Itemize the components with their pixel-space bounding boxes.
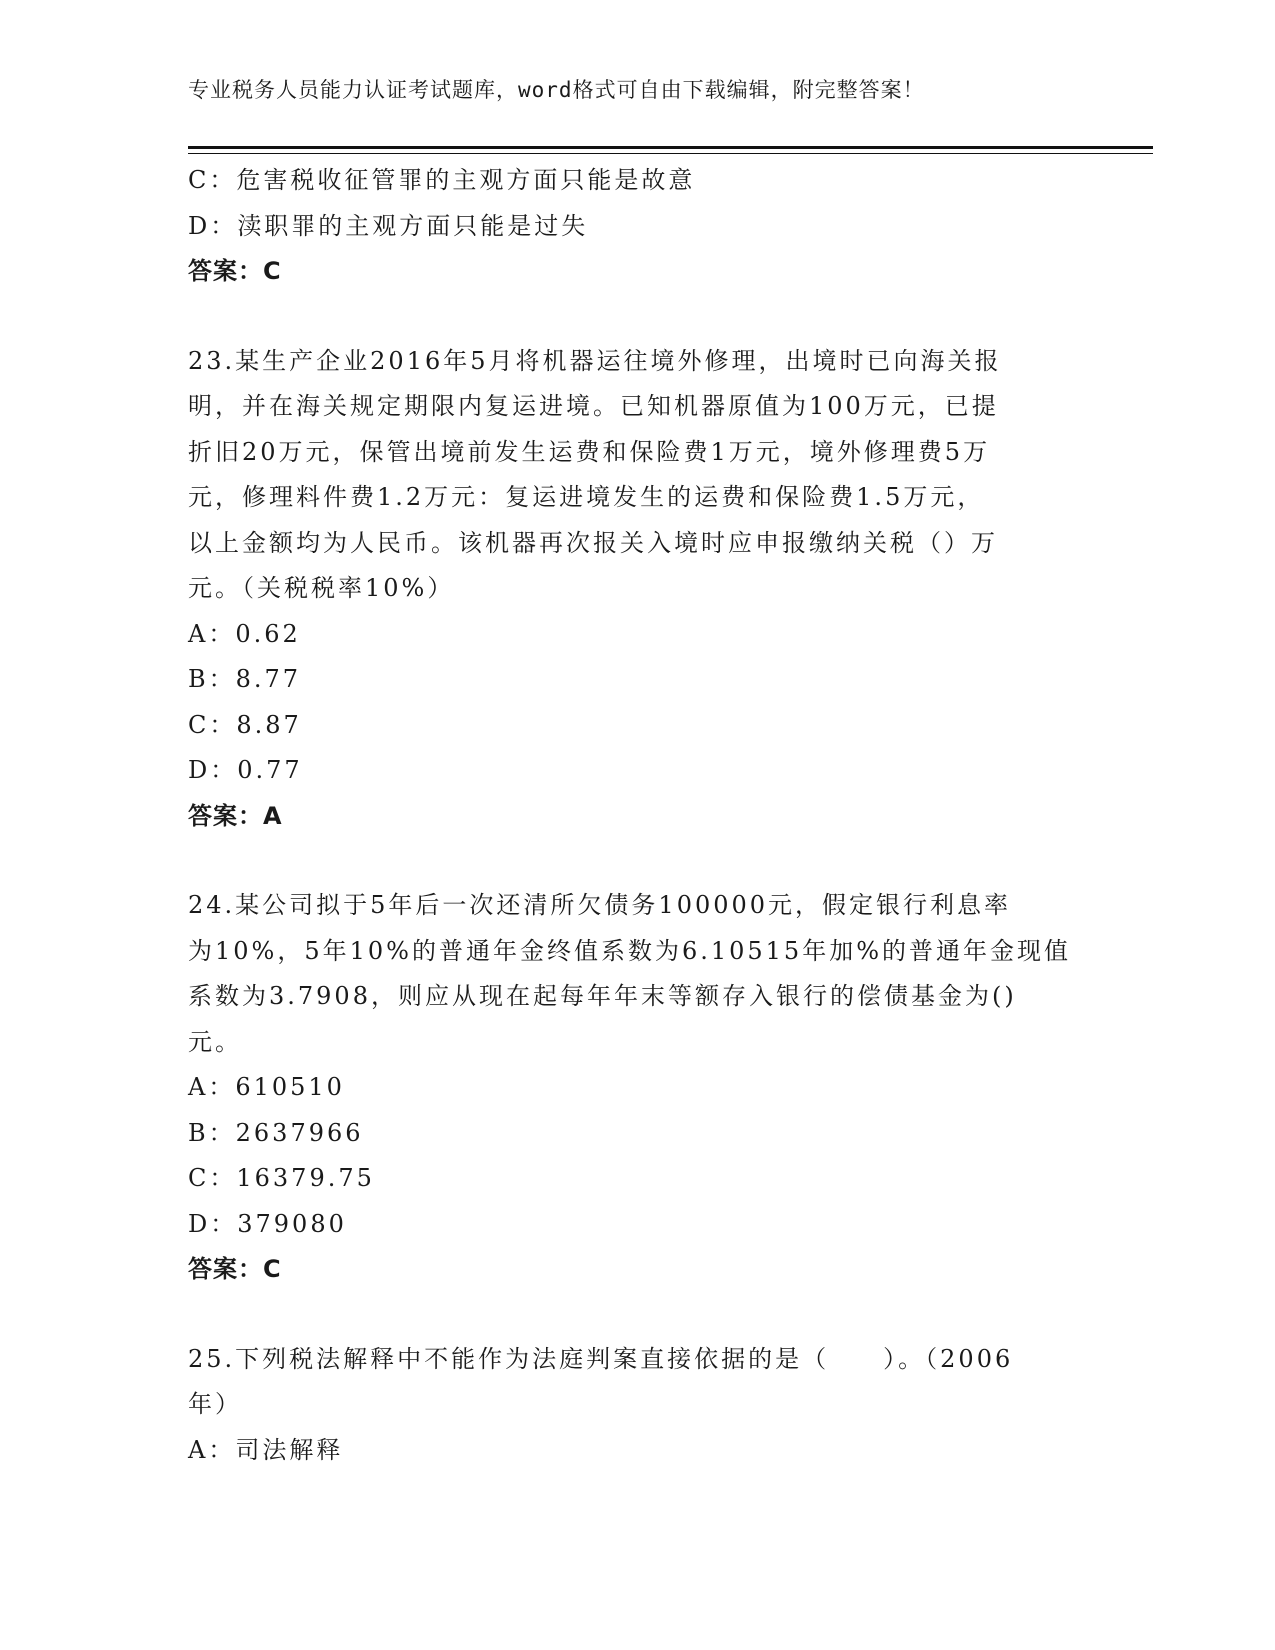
question-text-line: 元。（关税税率10%） — [188, 574, 455, 602]
question-text-line: 元，修理料件费1.2万元：复运进境发生的运费和保险费1.5万元， — [188, 483, 985, 511]
option-d: D：379080 — [188, 1209, 347, 1238]
option-a: A：610510 — [188, 1073, 345, 1101]
question-22-tail — [188, 158, 1068, 295]
option-c: C：危害税收征管罪的主观方面只能是故意 — [188, 166, 696, 194]
question-25 — [188, 1337, 1068, 1474]
question-text-line: 明，并在海关规定期限内复运进境。已知机器原值为100万元，已提 — [188, 392, 999, 420]
option-b: B：2637966 — [188, 1118, 364, 1147]
option-c: C：16379.75 — [188, 1164, 375, 1192]
question-text-line: 系数为3.7908，则应从现在起每年年末等额存入银行的偿债基金为() — [188, 982, 1017, 1010]
question-24 — [188, 883, 1072, 1293]
document-content — [188, 158, 1072, 1473]
question-text-line: 折旧20万元，保管出境前发生运费和保险费1万元，境外修理费5万 — [188, 437, 991, 466]
question-text-line: 年） — [188, 1390, 242, 1418]
header-rule-thin — [188, 153, 1153, 154]
option-a: A：司法解释 — [188, 1435, 344, 1464]
question-text-line: 25.下列税法解释中不能作为法庭判案直接依据的是（ ）。（2006 — [188, 1344, 1014, 1373]
option-c: C：8.87 — [188, 710, 302, 739]
answer: 答案：C — [188, 257, 282, 285]
option-d: D：渎职罪的主观方面只能是过失 — [188, 211, 589, 240]
answer: 答案：C — [188, 1255, 282, 1283]
question-text-line: 为10%，5年10%的普通年金终值系数为6.10515年加%的普通年金现值 — [188, 936, 1072, 965]
option-a: A：0.62 — [188, 619, 301, 648]
question-23 — [188, 339, 1068, 840]
question-text-line: 24.某公司拟于5年后一次还清所欠债务100000元，假定银行利息率 — [188, 891, 1012, 919]
option-d: D：0.77 — [188, 756, 303, 784]
question-text-line: 以上金额均为人民币。该机器再次报关入境时应申报缴纳关税（）万 — [188, 528, 998, 557]
question-text-line: 23.某生产企业2016年5月将机器运往境外修理，出境时已向海关报 — [188, 346, 1002, 375]
page-header: 专业税务人员能力认证考试题库，word格式可自由下载编辑，附完整答案！ — [188, 78, 925, 102]
option-b: B：8.77 — [188, 665, 302, 693]
answer: 答案：A — [188, 801, 283, 830]
question-text-line: 元。 — [188, 1027, 242, 1056]
header-rule-thick — [188, 146, 1153, 149]
